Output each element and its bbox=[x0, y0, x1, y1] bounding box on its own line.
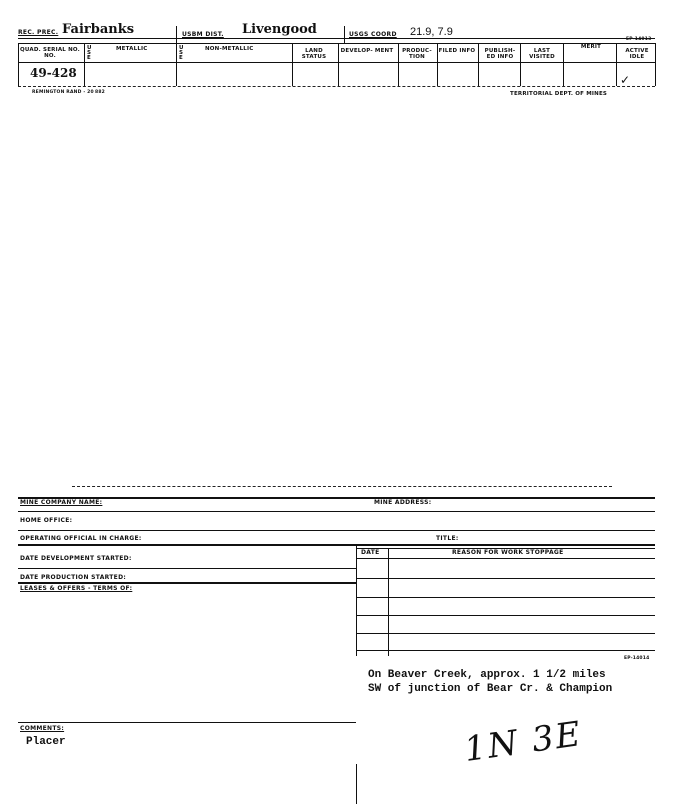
date-header: DATE bbox=[361, 549, 380, 556]
date-production-started-label: DATE PRODUCTION STARTED: bbox=[20, 574, 127, 581]
metallic-header: METALLIC bbox=[116, 46, 148, 52]
development-header: DEVELOP- MENT bbox=[340, 48, 394, 54]
use-letters-2: U S E bbox=[179, 45, 184, 61]
use-letters: U S E bbox=[87, 45, 92, 61]
reason-header: REASON FOR WORK STOPPAGE bbox=[452, 549, 564, 556]
mine-address-label: MINE ADDRESS: bbox=[374, 499, 432, 506]
location-line-1: On Beaver Creek, approx. 1 1/2 miles bbox=[368, 669, 606, 681]
department-label: TERRITORIAL DEPT. OF MINES bbox=[510, 91, 608, 97]
usgs-coord-value: 21.9, 7.9 bbox=[410, 26, 453, 38]
form-number-2: EP-14014 bbox=[624, 656, 650, 661]
non-metallic-header: NON-METALLIC bbox=[205, 46, 254, 52]
rec-prec-value: Fairbanks bbox=[62, 22, 135, 37]
land-status-header: LAND STATUS bbox=[301, 48, 327, 60]
comments-value: Placer bbox=[26, 736, 66, 748]
quad-serial-header: QUAD. SERIAL NO. NO. bbox=[20, 47, 80, 59]
production-header: PRODUC- TION bbox=[402, 48, 432, 60]
usgs-coord-label: USGS COORD bbox=[349, 31, 397, 38]
printer-code: 882 bbox=[95, 90, 105, 95]
last-visited-header: LAST VISITED bbox=[529, 48, 555, 60]
published-info-header: PUBLISH- ED INFO bbox=[484, 48, 516, 60]
operating-official-label: OPERATING OFFICIAL IN CHARGE: bbox=[20, 535, 142, 542]
form-number: EP-14013 bbox=[626, 37, 652, 42]
merit-header: MERIT bbox=[580, 44, 602, 50]
comments-label: COMMENTS: bbox=[20, 725, 65, 732]
home-office-label: HOME OFFICE: bbox=[20, 517, 73, 524]
usbm-dist-value: Livengood bbox=[242, 22, 317, 37]
mine-company-name-label: MINE COMPANY NAME: bbox=[20, 499, 103, 506]
leases-offers-label: LEASES & OFFERS - TERMS OF: bbox=[20, 585, 133, 592]
location-line-2: SW of junction of Bear Cr. & Champion bbox=[368, 683, 613, 695]
title-label: TITLE: bbox=[436, 535, 459, 542]
date-development-started-label: DATE DEVELOPMENT STARTED: bbox=[20, 555, 132, 562]
handwritten-note: 1N 3E bbox=[461, 713, 585, 771]
filed-info-header: FILED INFO bbox=[438, 48, 476, 54]
printer-label: REMINGTON RAND - 20 bbox=[32, 90, 94, 95]
active-idle-header: ACTIVE IDLE bbox=[625, 48, 649, 60]
usbm-dist-label: USBM DIST. bbox=[182, 31, 224, 38]
active-idle-mark: ✓ bbox=[620, 73, 631, 87]
serial-value: 49-428 bbox=[30, 66, 77, 80]
rec-prec-label: REC. PREC. bbox=[18, 29, 59, 36]
